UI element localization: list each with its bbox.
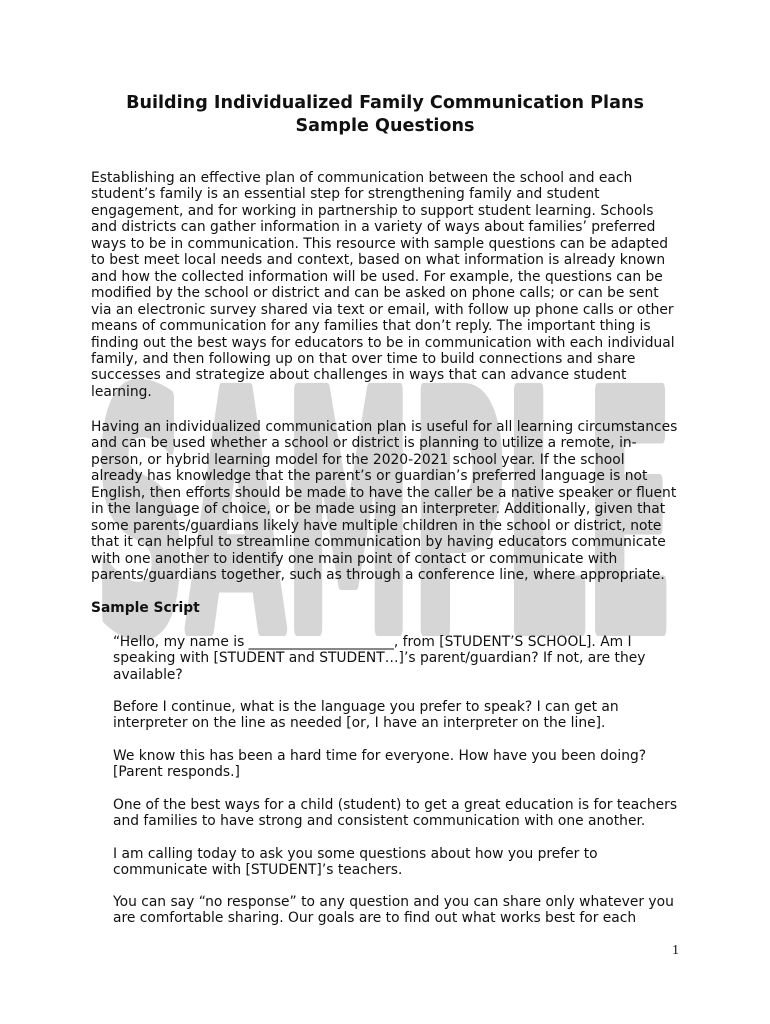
script-paragraph: [113, 894, 674, 927]
intro-paragraph: [91, 170, 675, 400]
text-line: in the language of choice, or be made using an interpreter. Additionally, given that: [91, 501, 666, 518]
text-line: ways to be in communication. This resource with sample questions can be adapted: [91, 235, 668, 252]
text-line: that it can helpful to streamline communication by having educators communicate: [91, 534, 666, 551]
script-paragraph: [113, 634, 645, 683]
text-line: communicate with [STUDENT]’s teachers.: [113, 862, 403, 879]
text-line: and families to have strong and consistent communication with one another.: [113, 813, 646, 830]
text-line: engagement, and for working in partnership to support student learning. Schools: [91, 202, 654, 219]
text-line: parents/guardians together, such as through a conference line, where appropriate.: [91, 567, 665, 584]
document-title: [0, 92, 770, 138]
text-line: available?: [113, 666, 183, 683]
text-line: One of the best ways for a child (student) to get a great education is for teachers: [113, 797, 678, 813]
text-line: Having an individualized communication plan is useful for all learning circumstances: [91, 419, 678, 435]
text-line: finding out the best ways for educators to be in communication with each individual: [91, 334, 675, 351]
text-line: learning.: [91, 383, 152, 400]
text-line: Before I continue, what is the language you prefer to speak? I can get an: [113, 699, 619, 715]
script-paragraph: [113, 748, 646, 781]
text-line: Establishing an effective plan of communication between the school and each: [91, 170, 633, 186]
text-line: speaking with [STUDENT and STUDENT…]’s parent/guardian? If not, are they: [113, 650, 646, 667]
text-line: I am calling today to ask you some questions about how you prefer to: [113, 846, 598, 862]
text-line: and districts can gather information in a variety of ways about families’ preferred: [91, 219, 656, 236]
script-paragraph: [113, 699, 619, 732]
text-line: [Parent responds.]: [113, 764, 240, 781]
text-line: interpreter on the line as needed [or, I have an interpreter on the line].: [113, 715, 606, 732]
text-line: to best meet local needs and context, based on what information is already known: [91, 252, 666, 269]
text-line: English, then efforts should be made to have the caller be a native speaker or fluent: [91, 484, 677, 501]
script-paragraph: [113, 797, 677, 830]
text-line: some parents/guardians likely have multiple children in the school or district, note: [91, 517, 662, 534]
title-line: Sample Questions: [295, 116, 475, 136]
text-line: “Hello, my name is _____________________, from [STUDENT’S SCHOOL]. Am I: [113, 634, 632, 650]
text-line: You can say “no response” to any question and you can share only whatever you: [113, 894, 674, 910]
text-line: We know this has been a hard time for everyone. How have you been doing?: [113, 748, 647, 764]
text-line: and how the collected information will be used. For example, the questions can be: [91, 268, 663, 285]
text-line: person, or hybrid learning model for the 2020-2021 school year. If the school: [91, 451, 625, 468]
text-line: successes and strategize about challenges in ways that can advance student: [91, 367, 627, 384]
text-line: means of communication for any families that don’t reply. The important thing is: [91, 318, 651, 335]
page-number: 1: [672, 943, 679, 958]
text-line: already has knowledge that the parent’s or guardian’s preferred language is not: [91, 468, 648, 485]
script-paragraph: [113, 846, 598, 879]
title-line: Building Individualized Family Communication Plans: [126, 93, 644, 113]
section-heading: Sample Script: [91, 600, 200, 616]
intro-paragraph: [91, 419, 677, 584]
text-line: are comfortable sharing. Our goals are to find out what works best for each: [113, 910, 637, 927]
text-line: family, and then following up on that over time to build connections and share: [91, 350, 636, 367]
text-line: student’s family is an essential step for strengthening family and student: [91, 186, 600, 203]
watermark-text: SAMPLE: [95, 326, 673, 707]
text-line: and can be used whether a school or district is planning to utilize a remote, in-: [91, 435, 637, 452]
text-line: with one another to identify one main point of contact or communicate with: [91, 550, 618, 567]
text-line: via an electronic survey shared via text or email, with follow up phone calls or other: [91, 301, 674, 318]
text-line: modified by the school or district and can be asked on phone calls; or can be sent: [91, 285, 659, 302]
